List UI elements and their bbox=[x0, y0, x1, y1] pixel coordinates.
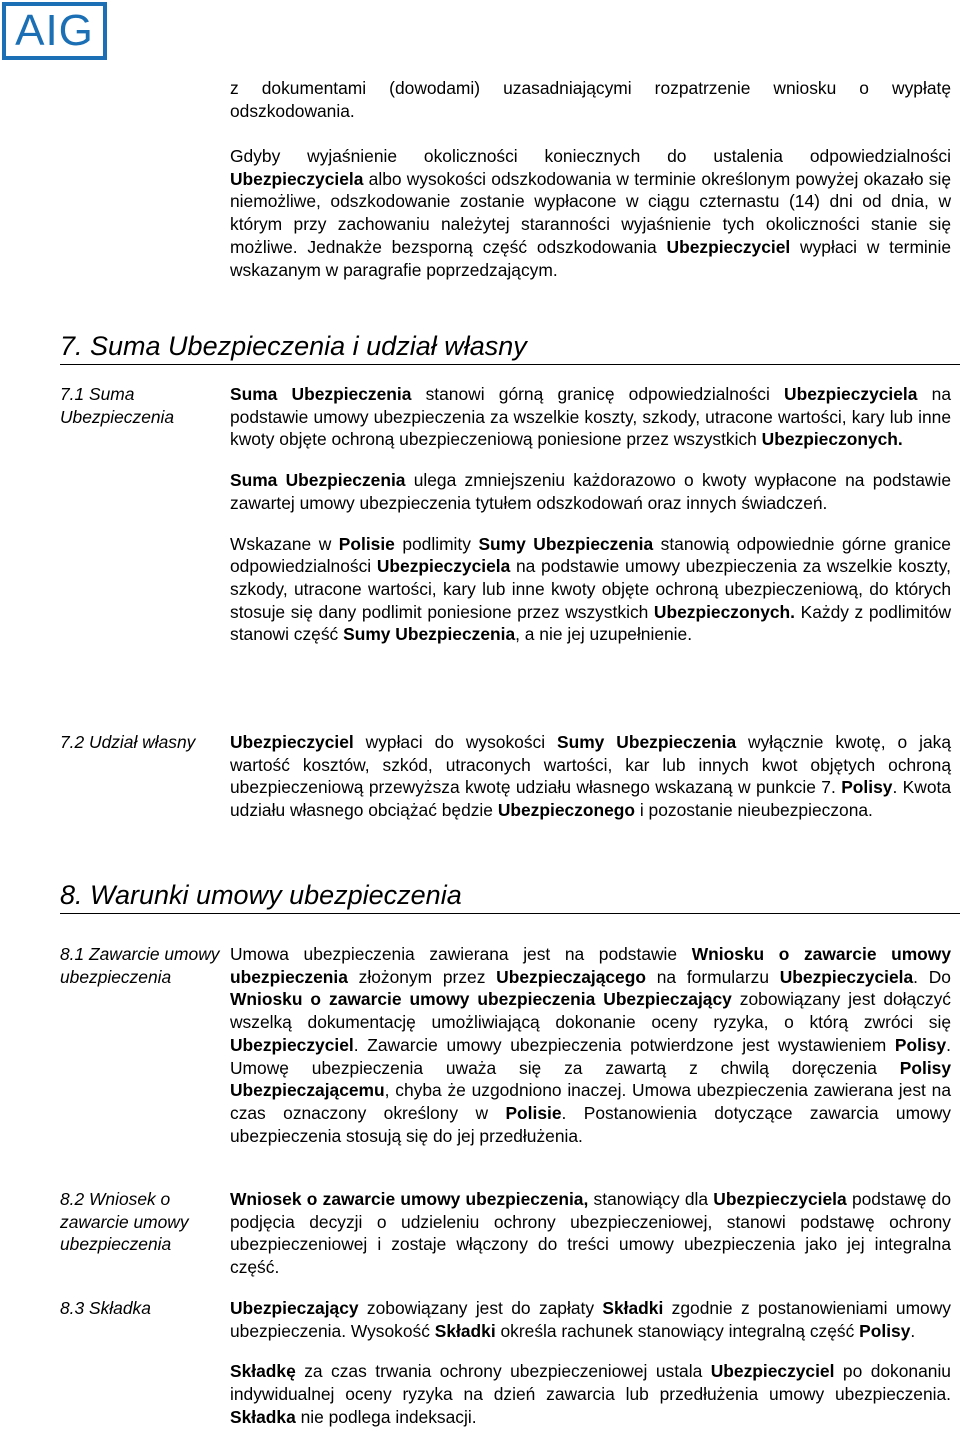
bold-term: Ubezpieczyciela bbox=[230, 168, 364, 189]
bold-term: Ubezpieczyciela bbox=[376, 556, 511, 577]
bold-term: Ubezpieczyciel bbox=[710, 1361, 835, 1382]
bold-term: Ubezpieczonych. bbox=[761, 429, 903, 450]
body-paragraph: Wniosek o zawarcie umowy ubezpieczenia, stanowiący dla Ubezpieczyciela podstawę do podjęcia decyzji o udzieleniu ochrony ubezpieczeniowej, stanowi podstawę ochrony ubezpieczeniowej i zostaje włączony do treści umowy ubezpieczenia jako jej integralna część. bbox=[230, 1189, 951, 1278]
bold-term: Ubezpieczający bbox=[230, 1298, 359, 1318]
bold-term: Polisie bbox=[338, 533, 395, 554]
subsection-8-2-label: 8.2 Wniosek o zawarcie umowy ubezpieczenia bbox=[60, 1189, 189, 1255]
bold-term: Ubezpieczonego bbox=[497, 800, 636, 821]
bold-term: Ubezpieczonych. bbox=[653, 601, 796, 622]
intro-paragraph-1: z dokumentami (dowodami) uzasadniającymi rozpatrzenie wniosku o wypłatę odszkodowania. bbox=[230, 78, 951, 121]
bold-term: Polisy bbox=[841, 777, 893, 798]
intro-paragraph-2: Gdyby wyjaśnienie okoliczności koniecznych do ustalenia odpowiedzialności Ubezpieczyciela albo wysokości odszkodowania w terminie określonym powyżej okazało się niemożliwe, odszkodowanie zostanie wypłacone w ciągu czternastu (14) dni od dnia, w którym przy zachowaniu należytej staranności wyjaśnienie tych okoliczności stanie się możliwe. Jednakże bezsporną część odszkodowania Ubezpieczyciel wypłaci w terminie wskazanym w paragrafie poprzedzającym. bbox=[230, 146, 952, 280]
bold-term: Wniosku o zawarcie umowy ubezpieczenia Ubezpieczający bbox=[230, 989, 732, 1010]
subsection-7-1-label: 7.1 Suma Ubezpieczenia bbox=[60, 384, 175, 427]
subsection-7-2-label: 7.2 Udział własny bbox=[60, 732, 196, 752]
bold-term: Polisy bbox=[894, 1034, 947, 1055]
bold-term: Ubezpieczającego bbox=[496, 966, 646, 987]
bold-term: Ubezpieczyciela bbox=[784, 384, 918, 404]
body-paragraph: Suma Ubezpieczenia ulega zmniejszeniu każdorazowo o kwoty wypłacone na podstawie zawartej umowy ubezpieczenia tytułem odszkodowań oraz innych świadczeń. bbox=[230, 470, 952, 513]
bold-term: Składka bbox=[230, 1406, 296, 1427]
bold-term: Sumy Ubezpieczenia bbox=[557, 732, 737, 752]
bold-term: Ubezpieczyciel bbox=[230, 732, 354, 752]
subsection-8-3-label: 8.3 Składka bbox=[60, 1298, 151, 1318]
bold-term: Wniosek o zawarcie umowy ubezpieczenia, bbox=[230, 1189, 589, 1209]
subsection-8-1-body bbox=[230, 943, 951, 1147]
subsection-7-1-body bbox=[230, 383, 951, 646]
body-paragraph: Suma Ubezpieczenia stanowi górną granicę odpowiedzialności Ubezpieczyciela na podstawie umowy ubezpieczenia za wszelkie koszty, szkody, utracone wartości, kary lub inne kwoty objęte ochroną ubezpieczeniową poniesione przez wszystkich Ubezpieczonych. bbox=[230, 384, 951, 450]
subsection-7-2-body bbox=[230, 731, 951, 822]
bold-term: Suma Ubezpieczenia bbox=[230, 384, 412, 404]
subsection-8-2-body bbox=[230, 1188, 951, 1279]
bold-term: Ubezpieczyciela bbox=[713, 1189, 847, 1209]
logo-text: AIG bbox=[15, 6, 94, 55]
body-paragraph: Ubezpieczyciel wypłaci do wysokości Sumy Ubezpieczenia wyłącznie kwotę, o jaką wartość kosztów, szkód, utraconych wartości, kar lub innych kwot objętych ochroną ubezpieczeniową przewyższa kwotę udziału własnego wskazaną w punkcie 7. Polisy. Kwota udziału własnego obciążać będzie Ubezpieczonego i pozostanie nieubezpieczona. bbox=[230, 732, 952, 821]
bold-term: Suma Ubezpieczenia bbox=[230, 470, 406, 491]
bold-term: Ubezpieczyciel bbox=[666, 236, 791, 257]
bold-term: Składkę bbox=[230, 1361, 296, 1382]
bold-term: Składki bbox=[434, 1320, 496, 1341]
section-7-rule bbox=[60, 364, 960, 365]
subsection-8-1-label: 8.1 Zawarcie umowy ubezpieczenia bbox=[60, 944, 220, 987]
body-paragraph: Wskazane w Polisie podlimity Sumy Ubezpieczenia stanowią odpowiednie górne granice odpowiedzialności Ubezpieczyciela na podstawie umowy ubezpieczenia za wszelkie koszty, szkody, utracone wartości, kary lub inne kwoty objęte ochroną ubezpieczeniową, do których stosuje się dany podlimit poniesione przez wszystkich Ubezpieczonych. Każdy z podlimitów stanowi część Sumy Ubezpieczenia, a nie jej uzupełnienie. bbox=[230, 533, 952, 645]
bold-term: Polisy Ubezpieczającemu bbox=[230, 1057, 951, 1101]
bold-term: Składki bbox=[602, 1298, 664, 1318]
bold-term: Polisy bbox=[859, 1320, 911, 1341]
bold-term: Sumy Ubezpieczenia bbox=[478, 533, 654, 554]
bold-term: Ubezpieczyciel bbox=[230, 1034, 354, 1055]
subsection-8-3-body bbox=[230, 1297, 951, 1429]
section-8-rule bbox=[60, 913, 960, 914]
section-7-title: 7. Suma Ubezpieczenia i udział własny bbox=[60, 331, 527, 361]
body-paragraph: Umowa ubezpieczenia zawierana jest na podstawie Wniosku o zawarcie umowy ubezpieczenia złożonym przez Ubezpieczającego na formularzu Ubezpieczyciela. Do Wniosku o zawarcie umowy ubezpieczenia Ubezpieczający zobowiązany jest dołączyć wszelką dokumentację umożliwiającą dokonanie oceny ryzyka, o którą zwróci się Ubezpieczyciel. Zawarcie umowy ubezpieczenia potwierdzone jest wystawieniem Polisy. Umowę ubezpieczenia uważa się za zawartą z chwilą doręczenia Polisy Ubezpieczającemu, chyba że uzgodniono inaczej. Umowa ubezpieczenia zawierana jest na czas oznaczony określony w Polisie. Postanowienia dotyczące zawarcia umowy ubezpieczenia stosują się do jej przedłużenia. bbox=[230, 944, 952, 1146]
aig-logo bbox=[2, 2, 107, 60]
bold-term: Sumy Ubezpieczenia bbox=[343, 624, 516, 645]
section-8-title: 8. Warunki umowy ubezpieczenia bbox=[60, 880, 462, 910]
body-paragraph: Składkę za czas trwania ochrony ubezpieczeniowej ustala Ubezpieczyciel po dokonaniu indywidualnej oceny ryzyka na dzień zawarcia lub przedłużenia umowy ubezpieczenia. Składka nie podlega indeksacji. bbox=[230, 1361, 951, 1427]
bold-term: Polisie bbox=[505, 1102, 562, 1123]
body-paragraph: Ubezpieczający zobowiązany jest do zapłaty Składki zgodnie z postanowieniami umowy ubezpieczenia. Wysokość Składki określa rachunek stanowiący integralną część Polisy. bbox=[230, 1298, 951, 1341]
bold-term: Wniosku o zawarcie umowy ubezpieczenia bbox=[230, 944, 951, 987]
bold-term: Ubezpieczyciela bbox=[779, 966, 914, 987]
